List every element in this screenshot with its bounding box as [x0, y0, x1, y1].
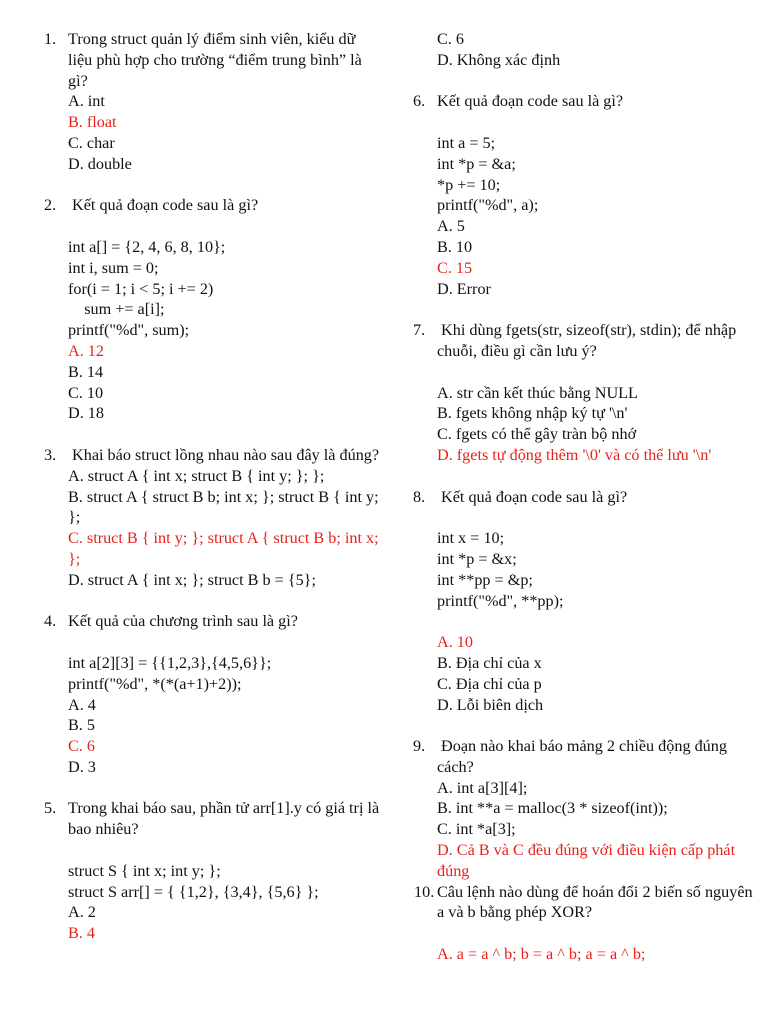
- option-c: C. int *a[3];: [437, 820, 516, 839]
- right-column: [413, 29, 758, 965]
- question-number: 4.: [44, 612, 57, 631]
- option-b: B. 14: [68, 362, 104, 381]
- code-line: int *p = &a;: [437, 154, 516, 173]
- option-a: A. 5: [437, 217, 465, 236]
- code-line: printf("%d", sum);: [68, 321, 190, 340]
- option-c: C. 6: [437, 30, 464, 48]
- code-line: int *p = &x;: [437, 549, 517, 568]
- question-stem: Kết quả đoạn code sau là gì?: [437, 92, 624, 111]
- option-c: C. 10: [68, 383, 104, 402]
- option-c: C. char: [68, 133, 115, 152]
- option-b-correct: B. 4: [68, 924, 95, 943]
- question-number: 1.: [44, 30, 57, 48]
- left-column: [44, 29, 384, 944]
- option-b: B. 10: [437, 237, 473, 256]
- option-a: A. str cần kết thúc bằng NULL: [437, 383, 638, 402]
- option-c-correct: C. struct B { int y; }; struct A { struct B b; int x; };: [68, 529, 383, 568]
- option-d-correct: D. Cả B và C đều đúng với điều kiện cấp phát đúng: [437, 841, 740, 880]
- option-a: A. int: [68, 92, 105, 111]
- question-number: 6.: [413, 92, 426, 111]
- option-a-correct: A. a = a ^ b; b = a ^ b; a = a ^ b;: [437, 945, 646, 964]
- option-d: D. 3: [68, 757, 96, 776]
- option-b-correct: B. float: [68, 113, 117, 132]
- question-number: 5.: [44, 799, 57, 818]
- question-5-continued: [413, 29, 758, 71]
- question-3: [44, 445, 383, 591]
- code-line: int **pp = &p;: [437, 570, 533, 589]
- option-a-correct: A. 10: [437, 633, 473, 652]
- code-line: sum += a[i];: [68, 300, 165, 319]
- option-a: A. struct A { int x; struct B { int y; }; };: [68, 466, 325, 485]
- code-line: int a[] = {2, 4, 6, 8, 10};: [68, 237, 226, 256]
- code-line: int a = 5;: [437, 133, 496, 152]
- option-a: A. 2: [68, 903, 96, 922]
- code-line: struct S arr[] = { {1,2}, {3,4}, {5,6} };: [68, 882, 319, 901]
- option-d: D. Lỗi biên dịch: [437, 695, 544, 714]
- question-8: [413, 487, 758, 716]
- question-7: [413, 320, 758, 466]
- question-stem: Khi dùng fgets(str, sizeof(str), stdin); để nhập chuỗi, điều gì cần lưu ý?: [437, 321, 741, 360]
- code-line: int i, sum = 0;: [68, 258, 159, 277]
- question-10: [413, 882, 758, 965]
- question-stem: Kết quả của chương trình sau là gì?: [68, 612, 298, 631]
- option-d: D. struct A { int x; }; struct B b = {5};: [68, 570, 316, 589]
- question-number: 2.: [44, 196, 57, 215]
- question-5: [44, 798, 384, 944]
- option-c-correct: C. 15: [437, 258, 473, 277]
- question-6: [413, 91, 758, 299]
- option-a: A. int a[3][4];: [437, 778, 528, 797]
- question-stem: Kết quả đoạn code sau là gì?: [68, 196, 259, 215]
- option-d: D. Error: [437, 279, 491, 298]
- option-c-correct: C. 6: [68, 737, 95, 756]
- code-line: int a[2][3] = {{1,2,3},{4,5,6}};: [68, 653, 272, 672]
- option-b: B. 5: [68, 716, 95, 735]
- code-line: int x = 10;: [437, 529, 505, 548]
- question-stem: Trong struct quản lý điểm sinh viên, kiểu dữ liệu phù hợp cho trường “điểm trung bình” là gì?: [68, 30, 366, 90]
- question-number: 3.: [44, 445, 57, 464]
- question-9: [413, 736, 758, 882]
- code-line: printf("%d", **pp);: [437, 591, 564, 610]
- code-line: for(i = 1; i < 5; i += 2): [68, 279, 214, 298]
- question-1: [44, 29, 380, 175]
- question-4: [44, 611, 380, 777]
- question-stem: Đoạn nào khai báo mảng 2 chiều động đúng cách?: [437, 737, 732, 776]
- option-b: B. int **a = malloc(3 * sizeof(int));: [437, 799, 668, 818]
- option-b: B. fgets không nhập ký tự '\n': [437, 404, 628, 423]
- option-a: A. 4: [68, 695, 96, 714]
- code-line: printf("%d", *(*(a+1)+2));: [68, 674, 242, 693]
- option-d: D. Không xác định: [437, 50, 561, 69]
- question-number: 8.: [413, 487, 426, 506]
- question-number: 10.: [414, 882, 435, 901]
- option-b: B. Địa chỉ của x: [437, 653, 542, 672]
- question-number: 9.: [413, 737, 426, 756]
- code-line: *p += 10;: [437, 175, 501, 194]
- code-line: printf("%d", a);: [437, 196, 539, 215]
- question-number: 7.: [413, 321, 426, 340]
- question-stem: Khai báo struct lồng nhau nào sau đây là đúng?: [68, 445, 380, 464]
- code-line: struct S { int x; int y; };: [68, 861, 221, 880]
- option-c: C. fgets có thể gây tràn bộ nhớ: [437, 425, 637, 444]
- option-a-correct: A. 12: [68, 341, 104, 360]
- question-stem: Kết quả đoạn code sau là gì?: [437, 487, 628, 506]
- option-d-correct: D. fgets tự động thêm '\0' và có thể lưu '\n': [437, 445, 712, 464]
- option-b: B. struct A { struct B b; int x; }; struct B { int y; };: [68, 487, 383, 527]
- option-c: C. Địa chỉ của p: [437, 674, 542, 693]
- option-d: D. 18: [68, 404, 104, 423]
- question-2: [44, 195, 380, 424]
- option-d: D. double: [68, 154, 132, 173]
- question-stem: Trong khai báo sau, phần tử arr[1].y có giá trị là bao nhiêu?: [68, 799, 384, 839]
- question-stem: Câu lệnh nào dùng để hoán đổi 2 biến số nguyên a và b bằng phép XOR?: [437, 882, 757, 922]
